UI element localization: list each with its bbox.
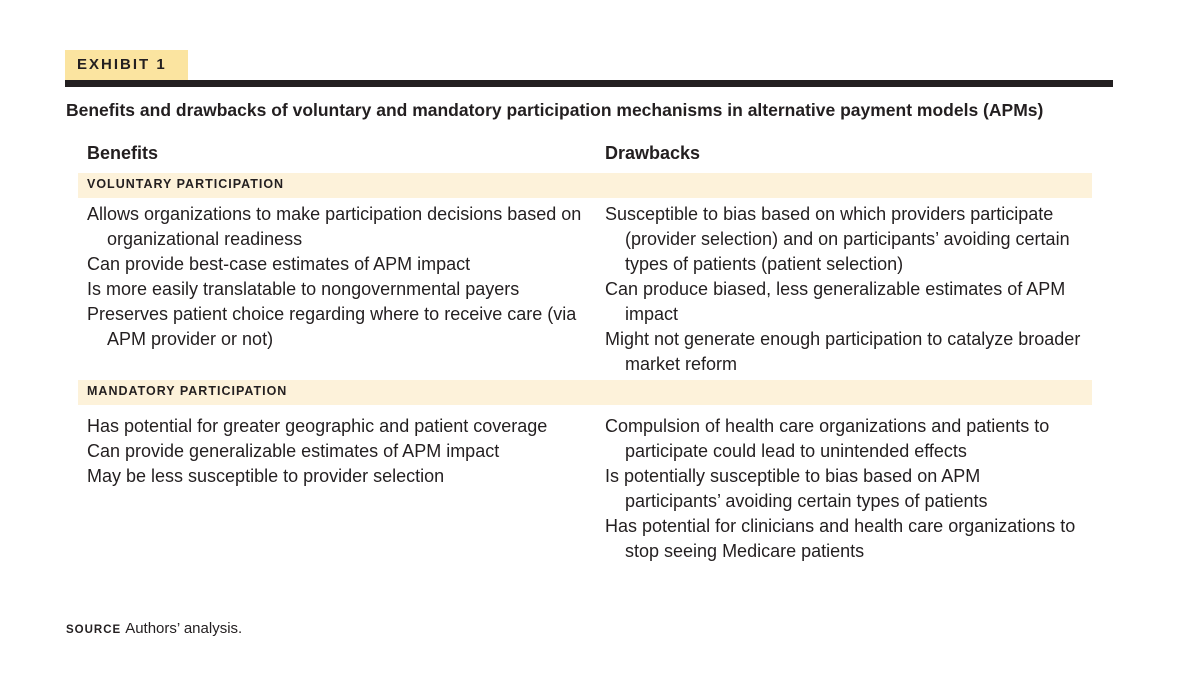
list-item: Susceptible to bias based on which providers participate (provider selection) and on participants’ avoiding certain types of patients (patient selection)	[605, 204, 1070, 274]
section-label: MANDATORY PARTICIPATION	[87, 384, 288, 398]
section-band-voluntary	[78, 173, 1092, 198]
list-item: Is potentially susceptible to bias based on APM participants’ avoiding certain types of patients	[605, 466, 988, 511]
list-item: Has potential for clinicians and health care organizations to stop seeing Medicare patients	[605, 516, 1076, 561]
source-label: SOURCE	[66, 624, 122, 636]
mandatory-drawbacks	[605, 414, 1097, 564]
list-item: Can provide generalizable estimates of APM impact	[87, 441, 500, 461]
list-item: Can provide best-case estimates of APM impact	[87, 254, 471, 274]
list-item: Compulsion of health care organizations and patients to participate could lead to unintended effects	[605, 416, 1050, 461]
voluntary-benefits	[87, 202, 587, 352]
exhibit-label: EXHIBIT 1	[65, 50, 188, 80]
list-item: Can produce biased, less generalizable estimates of APM impact	[605, 279, 1066, 324]
header-rule	[65, 80, 1113, 87]
source-text: Authors’ analysis.	[125, 620, 243, 637]
source-note	[66, 620, 242, 637]
list-item: Allows organizations to make participation decisions based on organizational readiness	[87, 204, 582, 249]
list-item: Has potential for greater geographic and patient coverage	[87, 416, 548, 436]
section-band-mandatory	[78, 380, 1092, 405]
list-item: May be less susceptible to provider selection	[87, 466, 445, 486]
list-item: Might not generate enough participation to catalyze broader market reform	[605, 329, 1081, 374]
benefits-header: Benefits	[87, 143, 159, 163]
section-label: VOLUNTARY PARTICIPATION	[87, 177, 285, 191]
list-item: Is more easily translatable to nongovernmental payers	[87, 279, 520, 299]
drawbacks-header: Drawbacks	[605, 143, 701, 163]
voluntary-drawbacks	[605, 202, 1097, 377]
list-item: Preserves patient choice regarding where to receive care (via APM provider or not)	[87, 304, 577, 349]
mandatory-benefits	[87, 414, 587, 489]
exhibit-title: Benefits and drawbacks of voluntary and mandatory participation mechanisms in alternative payment models (APMs)	[66, 100, 1044, 120]
